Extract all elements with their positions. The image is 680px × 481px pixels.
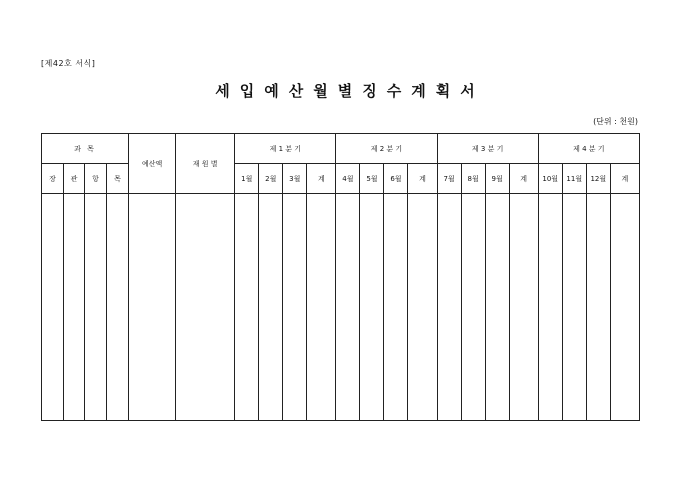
document-title: 세입예산월별징수계획서 xyxy=(215,82,485,100)
data-cell xyxy=(437,194,461,421)
data-cell xyxy=(64,194,85,421)
month-header: 7월 xyxy=(437,164,461,194)
quarter-3-header: 제 3 분 기 xyxy=(437,134,538,164)
data-cell xyxy=(283,194,307,421)
data-cell xyxy=(509,194,538,421)
item-jang-header: 장 xyxy=(42,164,64,194)
month-header: 10월 xyxy=(538,164,562,194)
item-header: 과 목 xyxy=(42,134,129,164)
quarter-total-header: 계 xyxy=(509,164,538,194)
data-cell xyxy=(360,194,384,421)
data-cell xyxy=(42,194,64,421)
month-header: 2월 xyxy=(259,164,283,194)
source-header: 재 원 별 xyxy=(176,134,235,194)
data-cell xyxy=(485,194,509,421)
month-header: 8월 xyxy=(461,164,485,194)
month-header: 3월 xyxy=(283,164,307,194)
data-cell xyxy=(562,194,586,421)
month-header: 6월 xyxy=(384,164,408,194)
month-header: 9월 xyxy=(485,164,509,194)
data-cell xyxy=(384,194,408,421)
item-gwan-header: 관 xyxy=(64,164,85,194)
data-cell xyxy=(461,194,485,421)
month-header: 4월 xyxy=(336,164,360,194)
unit-label: (단위 : 천원) xyxy=(593,117,638,126)
month-header: 11월 xyxy=(562,164,586,194)
table-row xyxy=(42,194,640,421)
quarter-1-header: 제 1 분 기 xyxy=(235,134,336,164)
quarter-2-header: 제 2 분 기 xyxy=(336,134,437,164)
budget-header: 예산액 xyxy=(129,134,176,194)
data-cell xyxy=(586,194,610,421)
data-cell xyxy=(610,194,639,421)
data-cell xyxy=(107,194,129,421)
quarter-total-header: 계 xyxy=(408,164,437,194)
month-header: 1월 xyxy=(235,164,259,194)
item-mok-header: 목 xyxy=(107,164,129,194)
data-cell xyxy=(129,194,176,421)
data-cell xyxy=(85,194,107,421)
data-cell xyxy=(259,194,283,421)
data-cell xyxy=(235,194,259,421)
quarter-total-header: 계 xyxy=(610,164,639,194)
data-cell xyxy=(336,194,360,421)
form-number: [제42호 서식] xyxy=(41,59,96,68)
item-hang-header: 항 xyxy=(85,164,107,194)
month-header: 5월 xyxy=(360,164,384,194)
quarter-4-header: 제 4 분 기 xyxy=(538,134,639,164)
quarter-total-header: 계 xyxy=(307,164,336,194)
data-cell xyxy=(307,194,336,421)
data-cell xyxy=(538,194,562,421)
collection-plan-table xyxy=(41,133,640,421)
data-cell xyxy=(176,194,235,421)
month-header: 12월 xyxy=(586,164,610,194)
data-cell xyxy=(408,194,437,421)
